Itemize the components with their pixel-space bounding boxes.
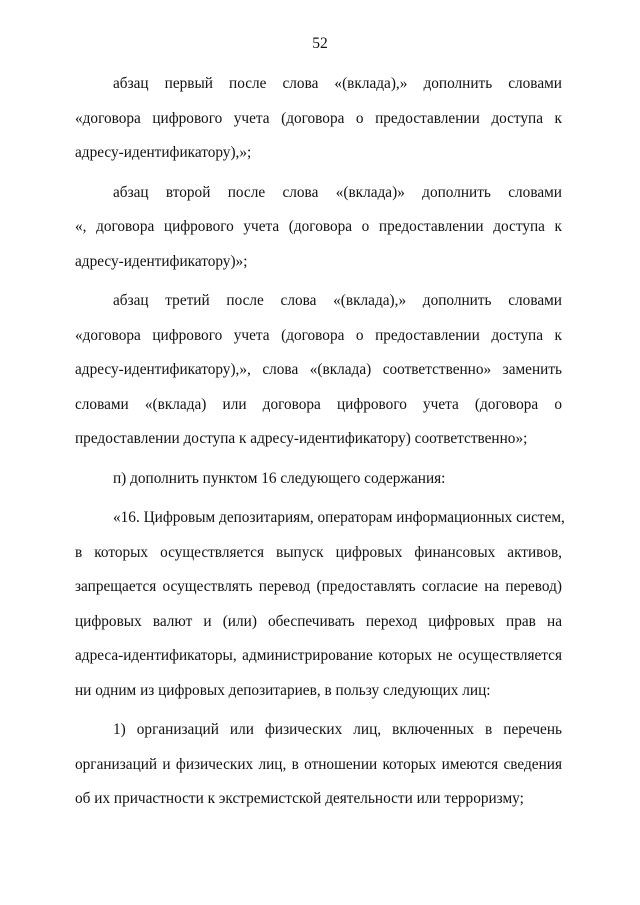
text-line: «16. Цифровым депозитариям, операторам информационных систем,	[113, 509, 565, 526]
text-line: в которых осуществляется выпуск цифровых финансовых активов,	[75, 543, 562, 561]
text-line: адресу-идентификатору),», слова «(вклада) соответственно» заменить	[75, 361, 562, 378]
text-line: «договора цифрового учета (договора о предоставлении доступа к	[75, 109, 562, 127]
text-line: 1) организаций или физических лиц, включенных в перечень	[113, 721, 562, 738]
text-line: об их причастности к экстремистской деятельности или терроризму;	[75, 790, 524, 807]
text-line: адресу-идентификатору),»;	[75, 144, 252, 161]
text-line: адресу-идентификатору)»;	[75, 252, 248, 270]
paragraph-4	[75, 462, 562, 497]
text-line: п) дополнить пунктом 16 следующего содержания:	[113, 469, 446, 487]
text-line: запрещается осуществлять перевод (предоставлять согласие на перевод)	[75, 578, 562, 595]
paragraph-3	[75, 284, 562, 457]
paragraph-5	[75, 501, 565, 708]
text-line: «, договора цифрового учета (договора о предоставлении доступа к	[75, 218, 562, 235]
text-line: ни одним из цифровых депозитариев, в пользу следующих лиц:	[75, 681, 491, 699]
text-line: абзац первый после слова «(вклада),» дополнить словами	[113, 75, 562, 92]
text-line: предоставлении доступа к адресу-идентификатору) соответственно»;	[75, 430, 528, 447]
text-line: абзац второй после слова «(вклада)» дополнить словами	[113, 183, 562, 201]
paragraph-6	[75, 713, 562, 817]
text-line: адреса-идентификаторы, администрирование которых не осуществляется	[75, 647, 562, 664]
text-line: «договора цифрового учета (договора о предоставлении доступа к	[75, 326, 562, 344]
text-line: организаций и физических лиц, в отношении которых имеются сведения	[75, 755, 562, 773]
paragraph-2	[75, 176, 562, 280]
text-line: цифровых валют и (или) обеспечивать переход цифровых прав на	[75, 612, 562, 630]
document-body	[75, 67, 565, 822]
page-number: 52	[312, 35, 328, 52]
text-line: абзац третий после слова «(вклада),» дополнить словами	[113, 292, 562, 309]
paragraph-1	[75, 67, 562, 171]
text-line: словами «(вклада) или договора цифрового учета (договора о	[75, 395, 562, 413]
